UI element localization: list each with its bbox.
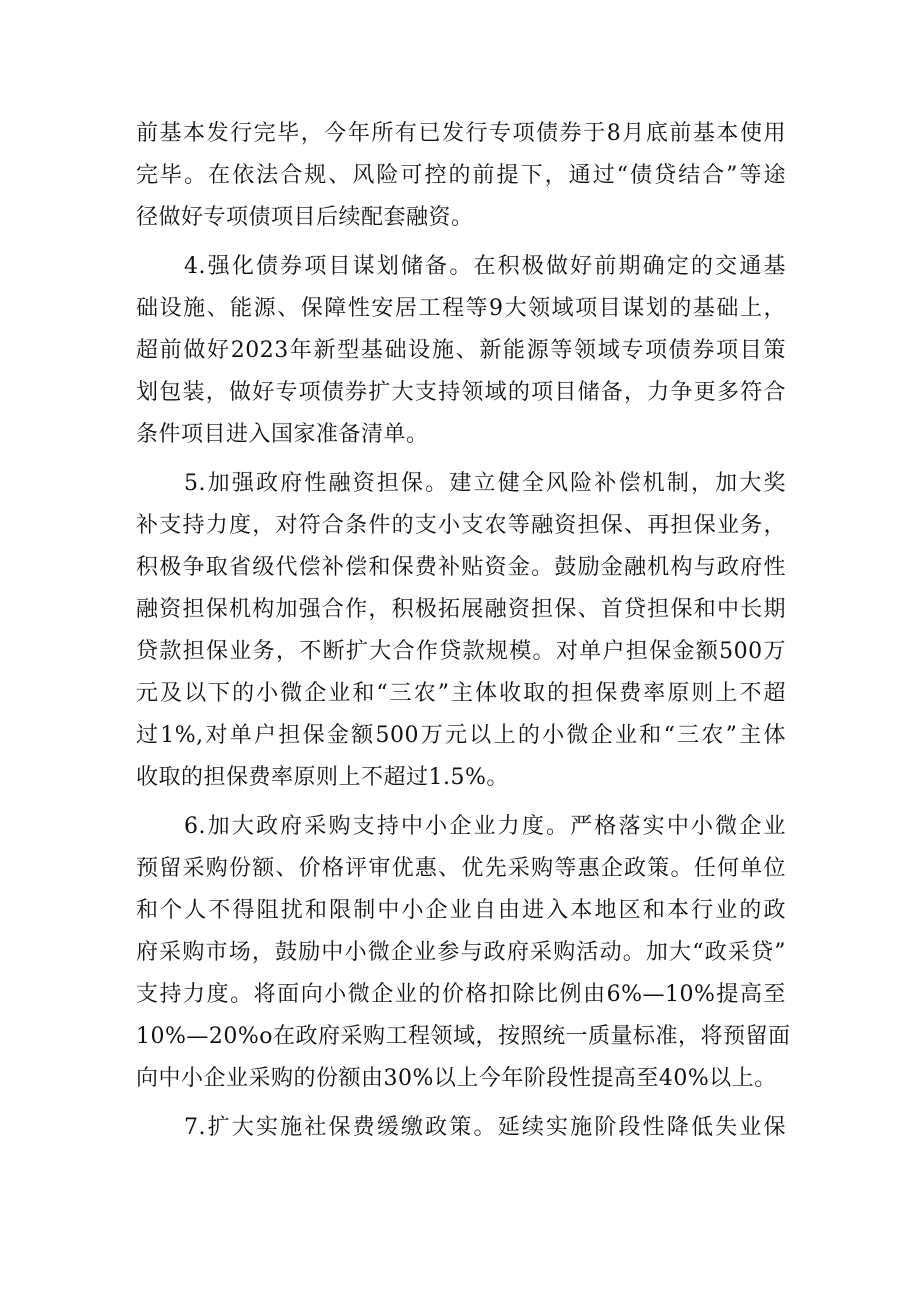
text-line-18: 预留采购份额、价格评审优惠、优先采购等惠企政策。任何单位 [136, 856, 786, 881]
text-line-21: 支持力度。将面向小微企业的价格扣除比例由6%—10%提高至 [136, 982, 786, 1007]
text-line-2: 完毕。在依法合规、风险可控的前提下，通过“债贷结合”等途 [136, 163, 786, 188]
text-line-14: 元及以下的小微企业和“三农”主体收取的担保费率原则上不超 [136, 681, 786, 706]
paragraph-4-heading-line: 4.强化债券项目谋划储备。在积极做好前期确定的交通基 [184, 254, 786, 279]
text-line-16: 收取的担保费率原则上不超过1.5%。 [136, 765, 509, 790]
paragraph-6-heading-line: 6.加大政府采购支持中小企业力度。严格落实中小微企业 [184, 814, 786, 839]
text-line-11: 积极争取省级代偿补偿和保费补贴资金。鼓励金融机构与政府性 [136, 555, 786, 580]
text-line-12: 融资担保机构加强合作，积极拓展融资担保、首贷担保和中长期 [136, 597, 786, 622]
text-line-20: 府采购市场，鼓励中小微企业参与政府采购活动。加大“政采贷” [136, 940, 786, 965]
text-line-1: 前基本发行完毕，今年所有已发行专项债券于8月底前基本使用 [136, 121, 786, 146]
text-line-19: 和个人不得阻扰和限制中小企业自由进入本地区和本行业的政 [136, 898, 786, 923]
text-line-22: 10%—20%o在政府采购工程领域，按照统一质量标准，将预留面 [136, 1024, 791, 1049]
paragraph-5-heading-line: 5.加强政府性融资担保。建立健全风险补偿机制，加大奖 [184, 471, 786, 496]
text-line-23: 向中小企业采购的份额由30%以上今年阶段性提高至40%以上。 [136, 1066, 777, 1091]
text-line-3: 径做好专项债项目后续配套融资。 [136, 205, 474, 230]
text-line-5: 础设施、能源、保障性安居工程等9大领域项目谋划的基础上， [136, 296, 786, 321]
text-line-10: 补支持力度，对符合条件的支小支农等融资担保、再担保业务， [136, 513, 786, 538]
text-line-6: 超前做好2023年新型基础设施、新能源等领域专项债券项目策 [136, 338, 786, 363]
text-line-7: 划包装，做好专项债券扩大支持领域的项目储备，力争更多符合 [136, 380, 786, 405]
text-line-8: 条件项目进入国家准备清单。 [136, 422, 429, 447]
text-line-15: 过1%,对单户担保金额500万元以上的小微企业和“三农”主体 [136, 723, 786, 748]
paragraph-7-heading-line: 7.扩大实施社保费缓缴政策。延续实施阶段性降低失业保 [184, 1115, 786, 1140]
text-line-13: 贷款担保业务，不断扩大合作贷款规模。对单户担保金额500万 [136, 639, 786, 664]
